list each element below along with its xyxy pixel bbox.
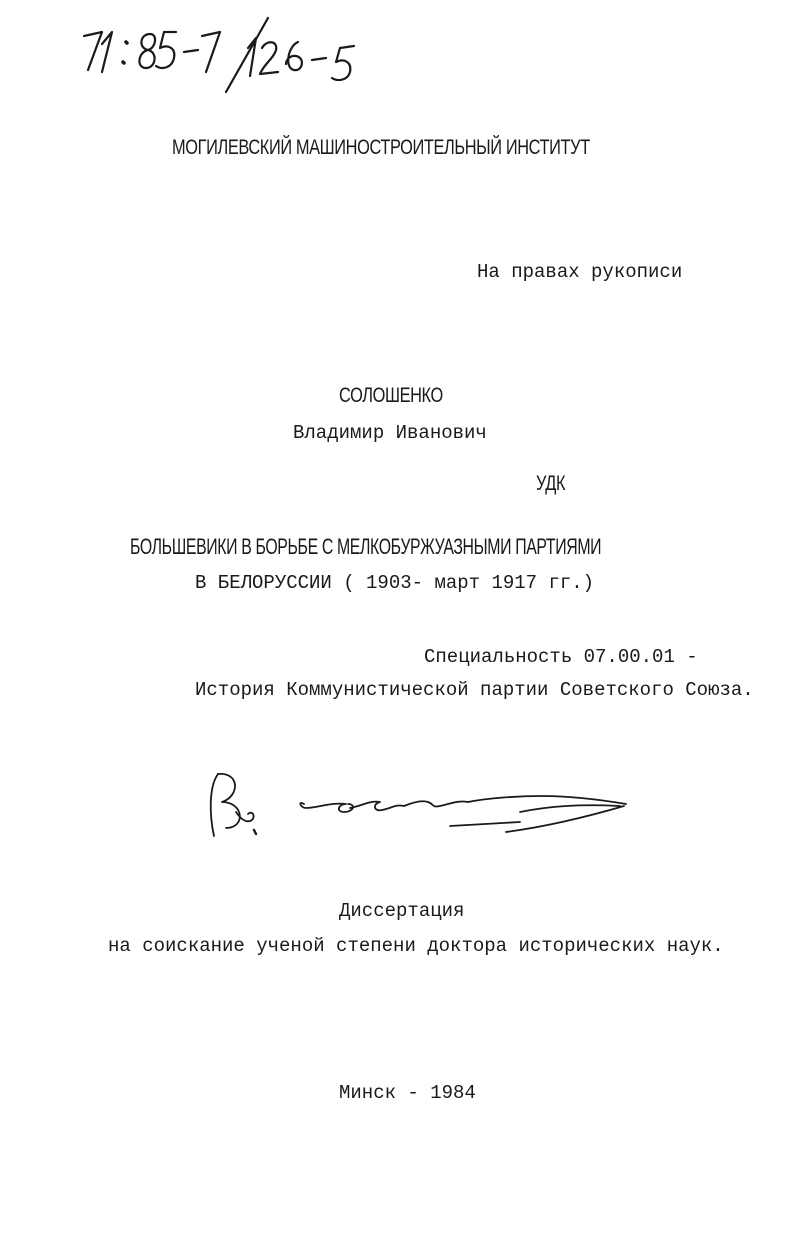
place-year: Минск - 1984 [339, 1082, 476, 1104]
specialty-code: Специальность 07.00.01 - [424, 646, 698, 668]
handwritten-archive-code [78, 14, 378, 94]
author-given-names: Владимир Иванович [293, 422, 487, 444]
title-line-1: БОЛЬШЕВИКИ В БОРЬБЕ С МЕЛКОБУРЖУАЗНЫМИ ПАРТИЯМИ [130, 534, 602, 559]
institution-heading: МОГИЛЕВСКИЙ МАШИНОСТРОИТЕЛЬНЫЙ ИНСТИТУТ [172, 136, 590, 159]
specialty-name: История Коммунистической партии Советского Союза. [195, 679, 754, 701]
udc-label: УДК [536, 472, 566, 495]
handwritten-signature [200, 768, 630, 848]
handwritten-code-text [0, 0, 1, 1]
dissertation-label: Диссертация [339, 900, 465, 922]
manuscript-rights-note: На правах рукописи [477, 261, 683, 283]
title-line-2: В БЕЛОРУССИИ ( 1903- март 1917 гг.) [195, 572, 595, 594]
dissertation-purpose: на соискание ученой степени доктора исторических наук. [108, 935, 724, 957]
author-surname: СОЛОШЕНКО [339, 384, 443, 407]
